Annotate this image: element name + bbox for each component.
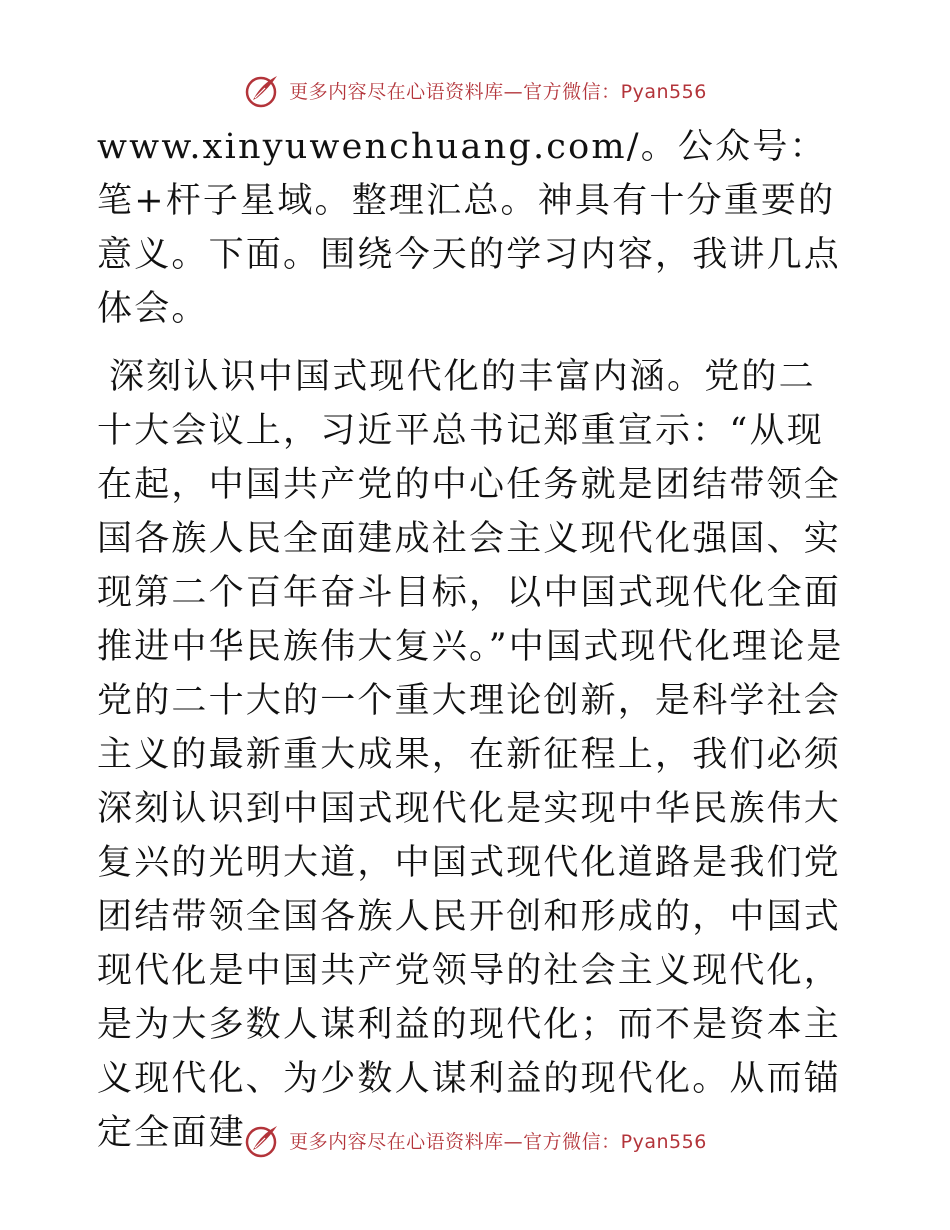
feather-pen-logo-icon [243,70,283,110]
feather-pen-logo-icon [243,1120,283,1160]
footer-banner [0,1118,950,1162]
paragraph-2: 深刻认识中国式现代化的丰富内涵。党的二十大会议上，习近平总书记郑重宣示：“从现在起，中国共产党的中心任务就是团结带领全国各族人民全面建成社会主义现代化强国、实现第二个百年奋斗目标，以中国式现代化全面推进中华民族伟大复兴。”中国式现代化理论是党的二十大的一个重大理论创新，是科学社会主义的最新重大成果，在新征程上，我们必须深刻认识到中国式现代化是实现中华民族伟大复兴的光明大道，中国式现代化道路是我们党团结带领全国各族人民开创和形成的，中国式现代化是中国共产党领导的社会主义现代化，是为大多数人谋利益的现代化；而不是资本主义现代化、为少数人谋利益的现代化。从而锚定全面建 [97,357,844,1153]
document-body [97,120,849,1160]
header-banner [0,68,950,112]
paragraph-1: www.xinyuwenchuang.com/。公众号：笔+杆子星域。整理汇总。神具有十分重要的意义。下面。围绕今天的学习内容，我讲几点体会。 [97,127,842,329]
header-banner-text: 更多内容尽在心语资料库—官方微信：Pyan556 [289,80,707,103]
footer-banner-text: 更多内容尽在心语资料库—官方微信：Pyan556 [289,1130,707,1153]
